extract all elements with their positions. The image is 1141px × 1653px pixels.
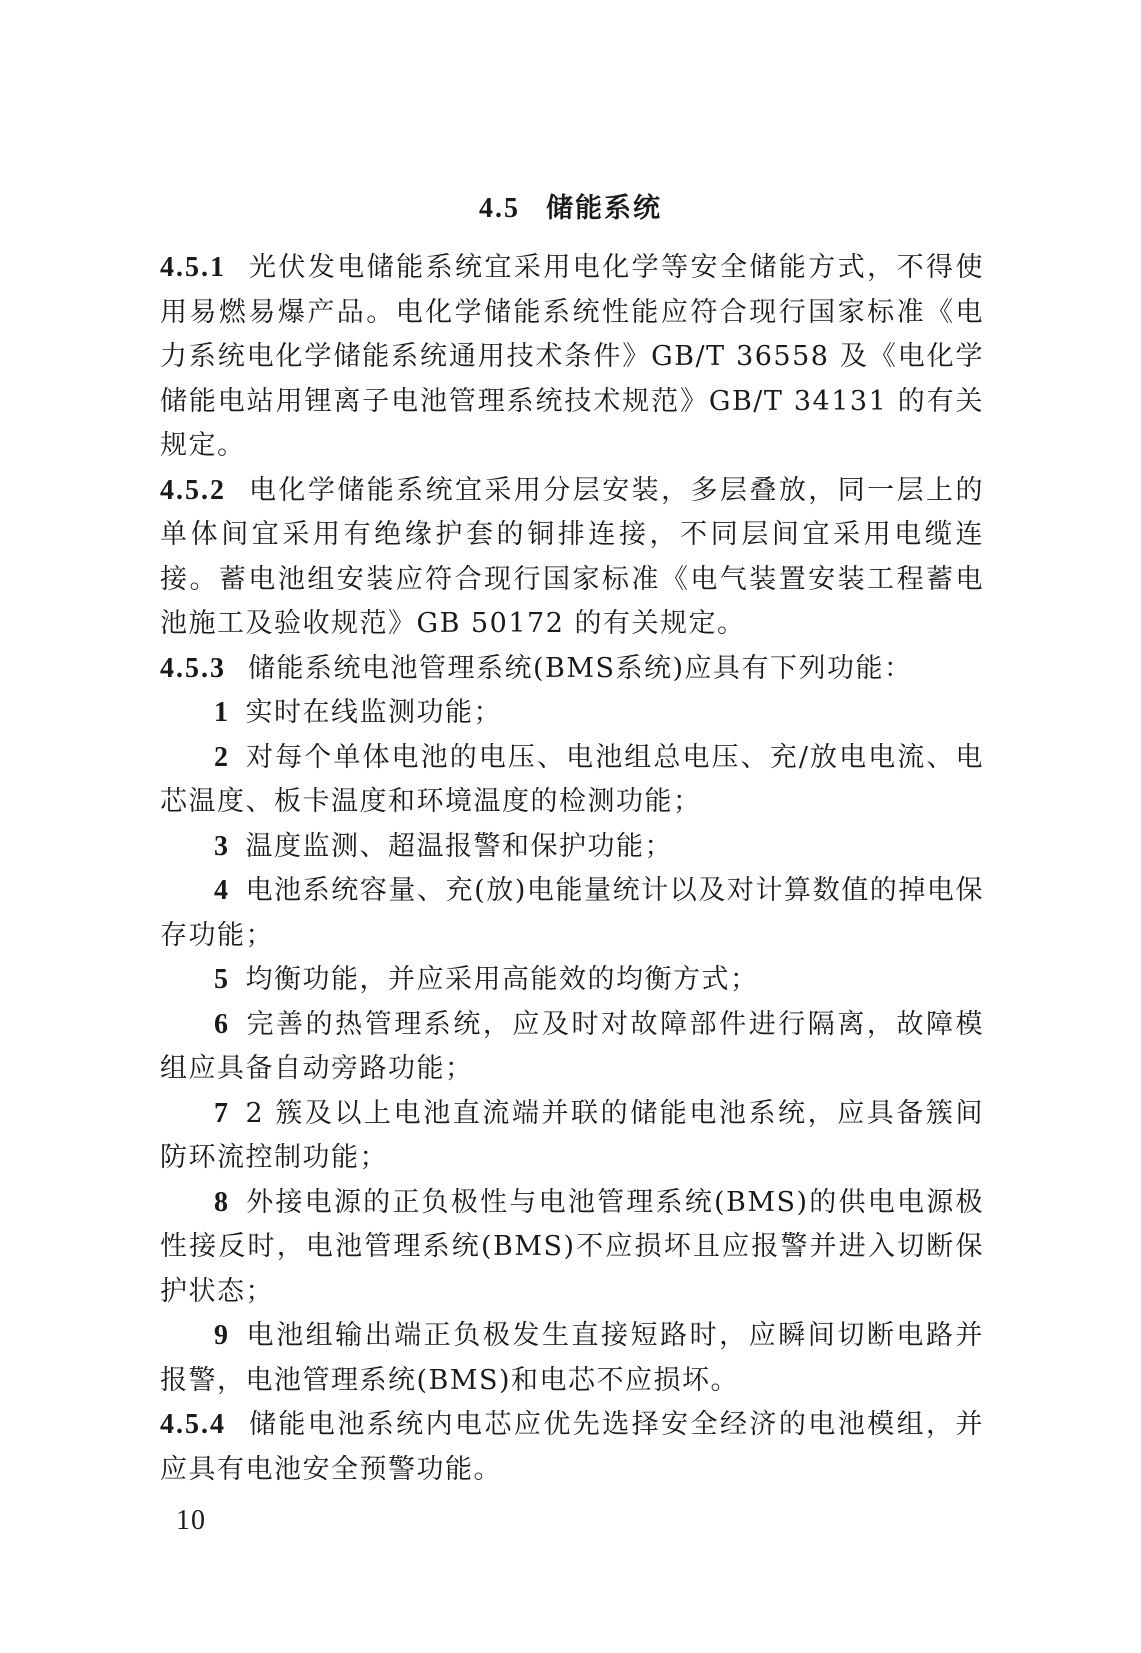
list-item	[160, 736, 984, 825]
clause-4-5-3	[160, 647, 984, 692]
section-number: 4.5	[479, 193, 520, 224]
item-text: 2 簇及以上电池直流端并联的储能电池系统，应具备簇间防环流控制功能；	[160, 1097, 984, 1173]
clause-text: 电化学储能系统宜采用分层安装，多层叠放，同一层上的单体间宜采用有绝缘护套的铜排连接，不同层间宜采用电缆连接。蓄电池组安装应符合现行国家标准《电气装置安装工程蓄电池施工及验收规范》GB 50172 的有关规定。	[160, 474, 984, 639]
item-text: 对每个单体电池的电压、电池组总电压、充/放电电流、电芯温度、板卡温度和环境温度的检测功能；	[160, 741, 984, 817]
item-text: 均衡功能，并应采用高能效的均衡方式；	[245, 964, 759, 995]
clause-4-5-1	[160, 246, 984, 469]
item-number: 3	[214, 830, 230, 862]
item-number: 5	[214, 964, 230, 995]
clause-number: 4.5.1	[160, 252, 226, 283]
list-item	[160, 1181, 984, 1315]
item-text: 外接电源的正负极性与电池管理系统(BMS)的供电电源极性接反时，电池管理系统(BMS)不应损坏且应报警并进入切断保护状态；	[160, 1186, 984, 1307]
clause-text: 储能系统电池管理系统(BMS系统)应具有下列功能：	[248, 652, 913, 684]
item-number: 1	[214, 697, 230, 728]
clause-number: 4.5.3	[160, 652, 226, 684]
clause-number: 4.5.4	[160, 1409, 226, 1440]
page-number: 10	[176, 1505, 206, 1536]
list-item	[160, 1314, 984, 1403]
item-text: 电池组输出端正负极发生直接短路时，应瞬间切断电路并报警，电池管理系统(BMS)和电芯不应损坏。	[160, 1320, 984, 1396]
list-item	[160, 1003, 984, 1092]
item-text: 实时在线监测功能；	[245, 697, 502, 728]
item-number: 4	[214, 875, 230, 906]
clause-text: 储能电池系统内电芯应优先选择安全经济的电池模组，并应具有电池安全预警功能。	[160, 1409, 984, 1485]
section-body	[160, 246, 984, 1492]
item-number: 7	[214, 1097, 230, 1129]
item-number: 6	[214, 1008, 230, 1040]
list-item	[160, 691, 984, 736]
item-number: 2	[214, 741, 230, 773]
section-title: 储能系统	[546, 193, 662, 224]
clause-text: 光伏发电储能系统宜采用电化学等安全储能方式，不得使用易燃易爆产品。电化学储能系统性能应符合现行国家标准《电力系统电化学储能系统通用技术条件》GB/T 36558 及《电化学储能电站用锂离子电池管理系统技术规范》GB/T 34131 的有关规定。	[160, 252, 984, 461]
list-item	[160, 869, 984, 958]
item-text: 温度监测、超温报警和保护功能；	[245, 830, 673, 862]
clause-number: 4.5.2	[160, 474, 226, 506]
item-number: 8	[214, 1186, 230, 1218]
list-item	[160, 958, 984, 1003]
item-number: 9	[214, 1320, 230, 1351]
clause-4-5-4	[160, 1403, 984, 1492]
item-text: 完善的热管理系统，应及时对故障部件进行隔离，故障模组应具备自动旁路功能；	[160, 1008, 984, 1084]
item-text: 电池系统容量、充(放)电能量统计以及对计算数值的掉电保存功能；	[160, 875, 984, 951]
section-heading	[0, 186, 1141, 225]
clause-4-5-2	[160, 469, 984, 647]
list-item	[160, 825, 984, 870]
list-item	[160, 1092, 984, 1181]
